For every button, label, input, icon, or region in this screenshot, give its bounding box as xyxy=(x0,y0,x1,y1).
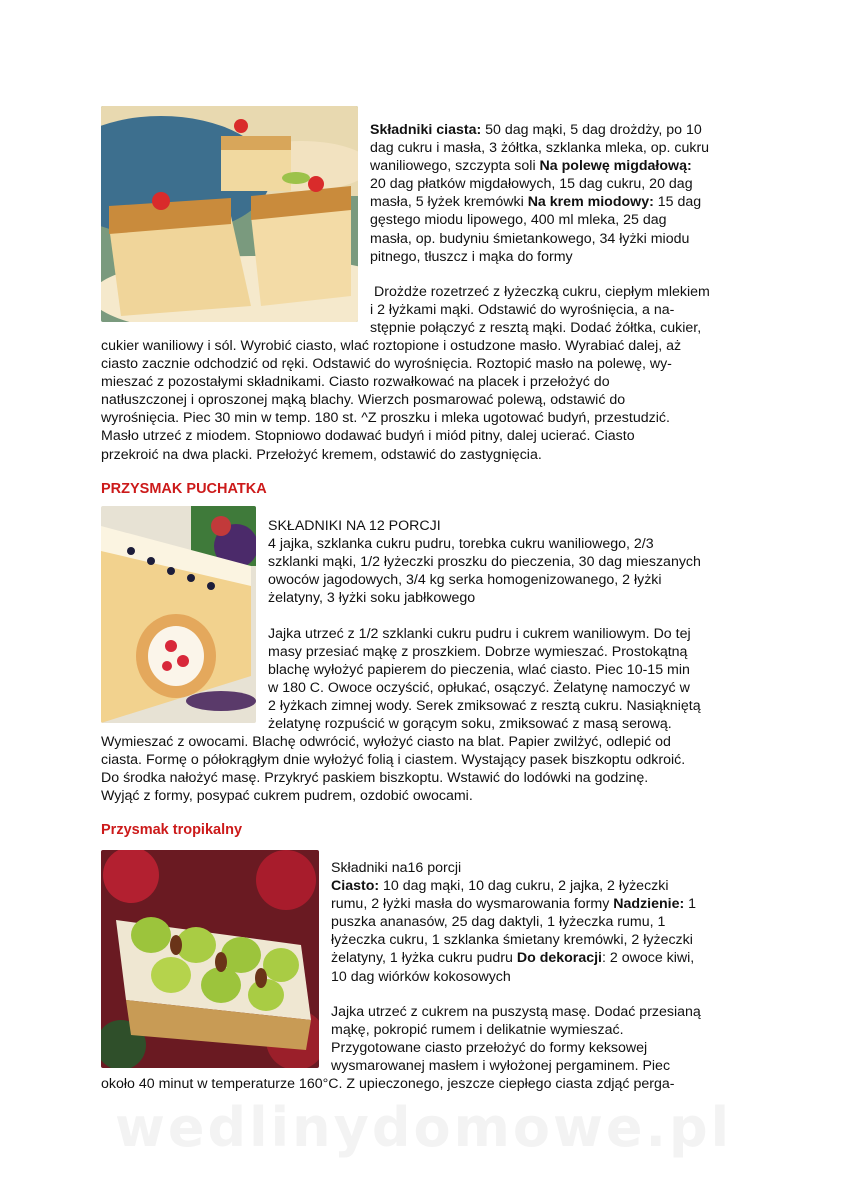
recipe1-ingredients: Składniki ciasta: 50 dag mąki, 5 dag drożdży, po 10 dag cukru i masła, 3 żółtka, szklanka mleka, op. cukru waniliowego, szczypta soli Na polewę migdałową: 20 dag płatków migdałowych, 15 dag cukru, 20 dag masła, 5 łyżek kremówki Na krem miodowy: 15 dag gęstego miodu lipowego, 400 ml mleka, 25 dag masła, op. budyniu śmietankowego, 34 łyżki miodu pitnego, tłuszcz i mąka do formy xyxy=(370,122,710,265)
recipe3-method-narrow: Jajka utrzeć z cukrem na puszystą masę. Dodać przesianą mąkę, pokropić rumem i delikatnie wymieszać. Przygotowane ciasto przełożyć do formy keksowej wysmarowanej masłem i wyłożonej pergaminem. Piec xyxy=(331,1004,701,1075)
recipe2-title: PRZYSMAK PUCHATKA xyxy=(101,481,267,497)
site-watermark: wedlinydomowe.pl xyxy=(115,1096,733,1159)
recipe3-ingredients: Składniki na16 porcji Ciasto: 10 dag mąki, 10 dag cukru, 2 jajka, 2 łyżeczki rumu, 2 łyżki masła do wysmarowania formy Nadzienie: 1 puszka ananasów, 25 dag daktyli, 1 łyżeczka rumu, 1 łyżeczka cukru, 1 szklanka śmietany kremówki, 2 łyżeczki żelatyny, 1 łyżka cukru pudru Do dekoracji: 2 owoce kiwi, 10 dag wiórków kokosowych xyxy=(331,860,697,985)
roll-cake-photo xyxy=(101,506,256,723)
recipe2-method-narrow: Jajka utrzeć z 1/2 szklanki cukru pudru i cukrem waniliowym. Do tej masy przesiać mąkę z proszkiem. Dobrze wymieszać. Prostokątną blachę wyłożyć papierem do pieczenia, wlać ciasto. Piec 10-15 min w 180 C. Owoce oczyścić, opłukać, osączyć. Żelatynę namoczyć w 2 łyżkach zimnej wody. Serek zmiksować z resztą cukru. Nasiąkniętą żelatynę rozpuścić w gorącym soku, zmiksować z masą serową. xyxy=(268,626,701,733)
recipe1-method-narrow: Drożdże rozetrzeć z łyżeczką cukru, ciepłym mlekiem i 2 łyżkami mąki. Odstawić do wyrośnięcia, a na- stępnie połączyć z resztą mąki. Dodać żółtka, cukier, xyxy=(370,284,710,337)
recipe3-title: Przysmak tropikalny xyxy=(101,822,243,838)
recipe1-method-wide: cukier waniliowy i sól. Wyrobić ciasto, wlać roztopione i ostudzone masło. Wyrabiać dalej, aż ciasto zacznie odchodzić od ręki. Odstawić do wyrośnięcia. Roztopić masło na polewę, wy- mieszać z pozostałymi składnikami. Ciasto rozwałkować na placek i przełożyć do natłuszczonej i oproszonej mąką blachy. Wierzch posmarować polewą, odstawić do wyrośnięcia. Piec 30 min w temp. 180 st. ^Z proszku i mleka ugotować budyń, przestudzić. Masło utrzeć z miodem. Stopniowo dodawać budyń i miód pitny, dalej ucierać. Ciasto przekroić na dwa placki. Przełożyć kremem, odstawić do zastygnięcia. xyxy=(101,338,682,463)
almond-cake-photo xyxy=(101,106,358,322)
recipe2-ingredients: SKŁADNIKI NA 12 PORCJI 4 jajka, szklanka cukru pudru, torebka cukru waniliowego, 2/3 szklanki mąki, 1/2 łyżeczki proszku do pieczenia, 30 dag mieszanych owoców jagodowych, 3/4 kg serka homogenizowanego, 2 łyżki żelatyny, 3 łyżki soku jabłkowego xyxy=(268,518,701,607)
recipe2-method-wide: Wymieszać z owocami. Blachę odwrócić, wyłożyć ciasto na blat. Papier zwilżyć, odlepić od ciasta. Formę o półokrągłym dnie wyłożyć folią i ciastem. Wystający pasek biszkoptu odkroić. Do środka nałożyć masę. Przykryć paskiem biszkoptu. Wstawić do lodówki na godzinę. Wyjąć z formy, posypać cukrem pudrem, ozdobić owocami. xyxy=(101,734,686,805)
recipe3-method-wide: około 40 minut w temperaturze 160°C. Z upieczonego, jeszcze ciepłego ciasta zdjąć perga- xyxy=(101,1076,675,1092)
tropical-cake-photo xyxy=(101,850,319,1068)
